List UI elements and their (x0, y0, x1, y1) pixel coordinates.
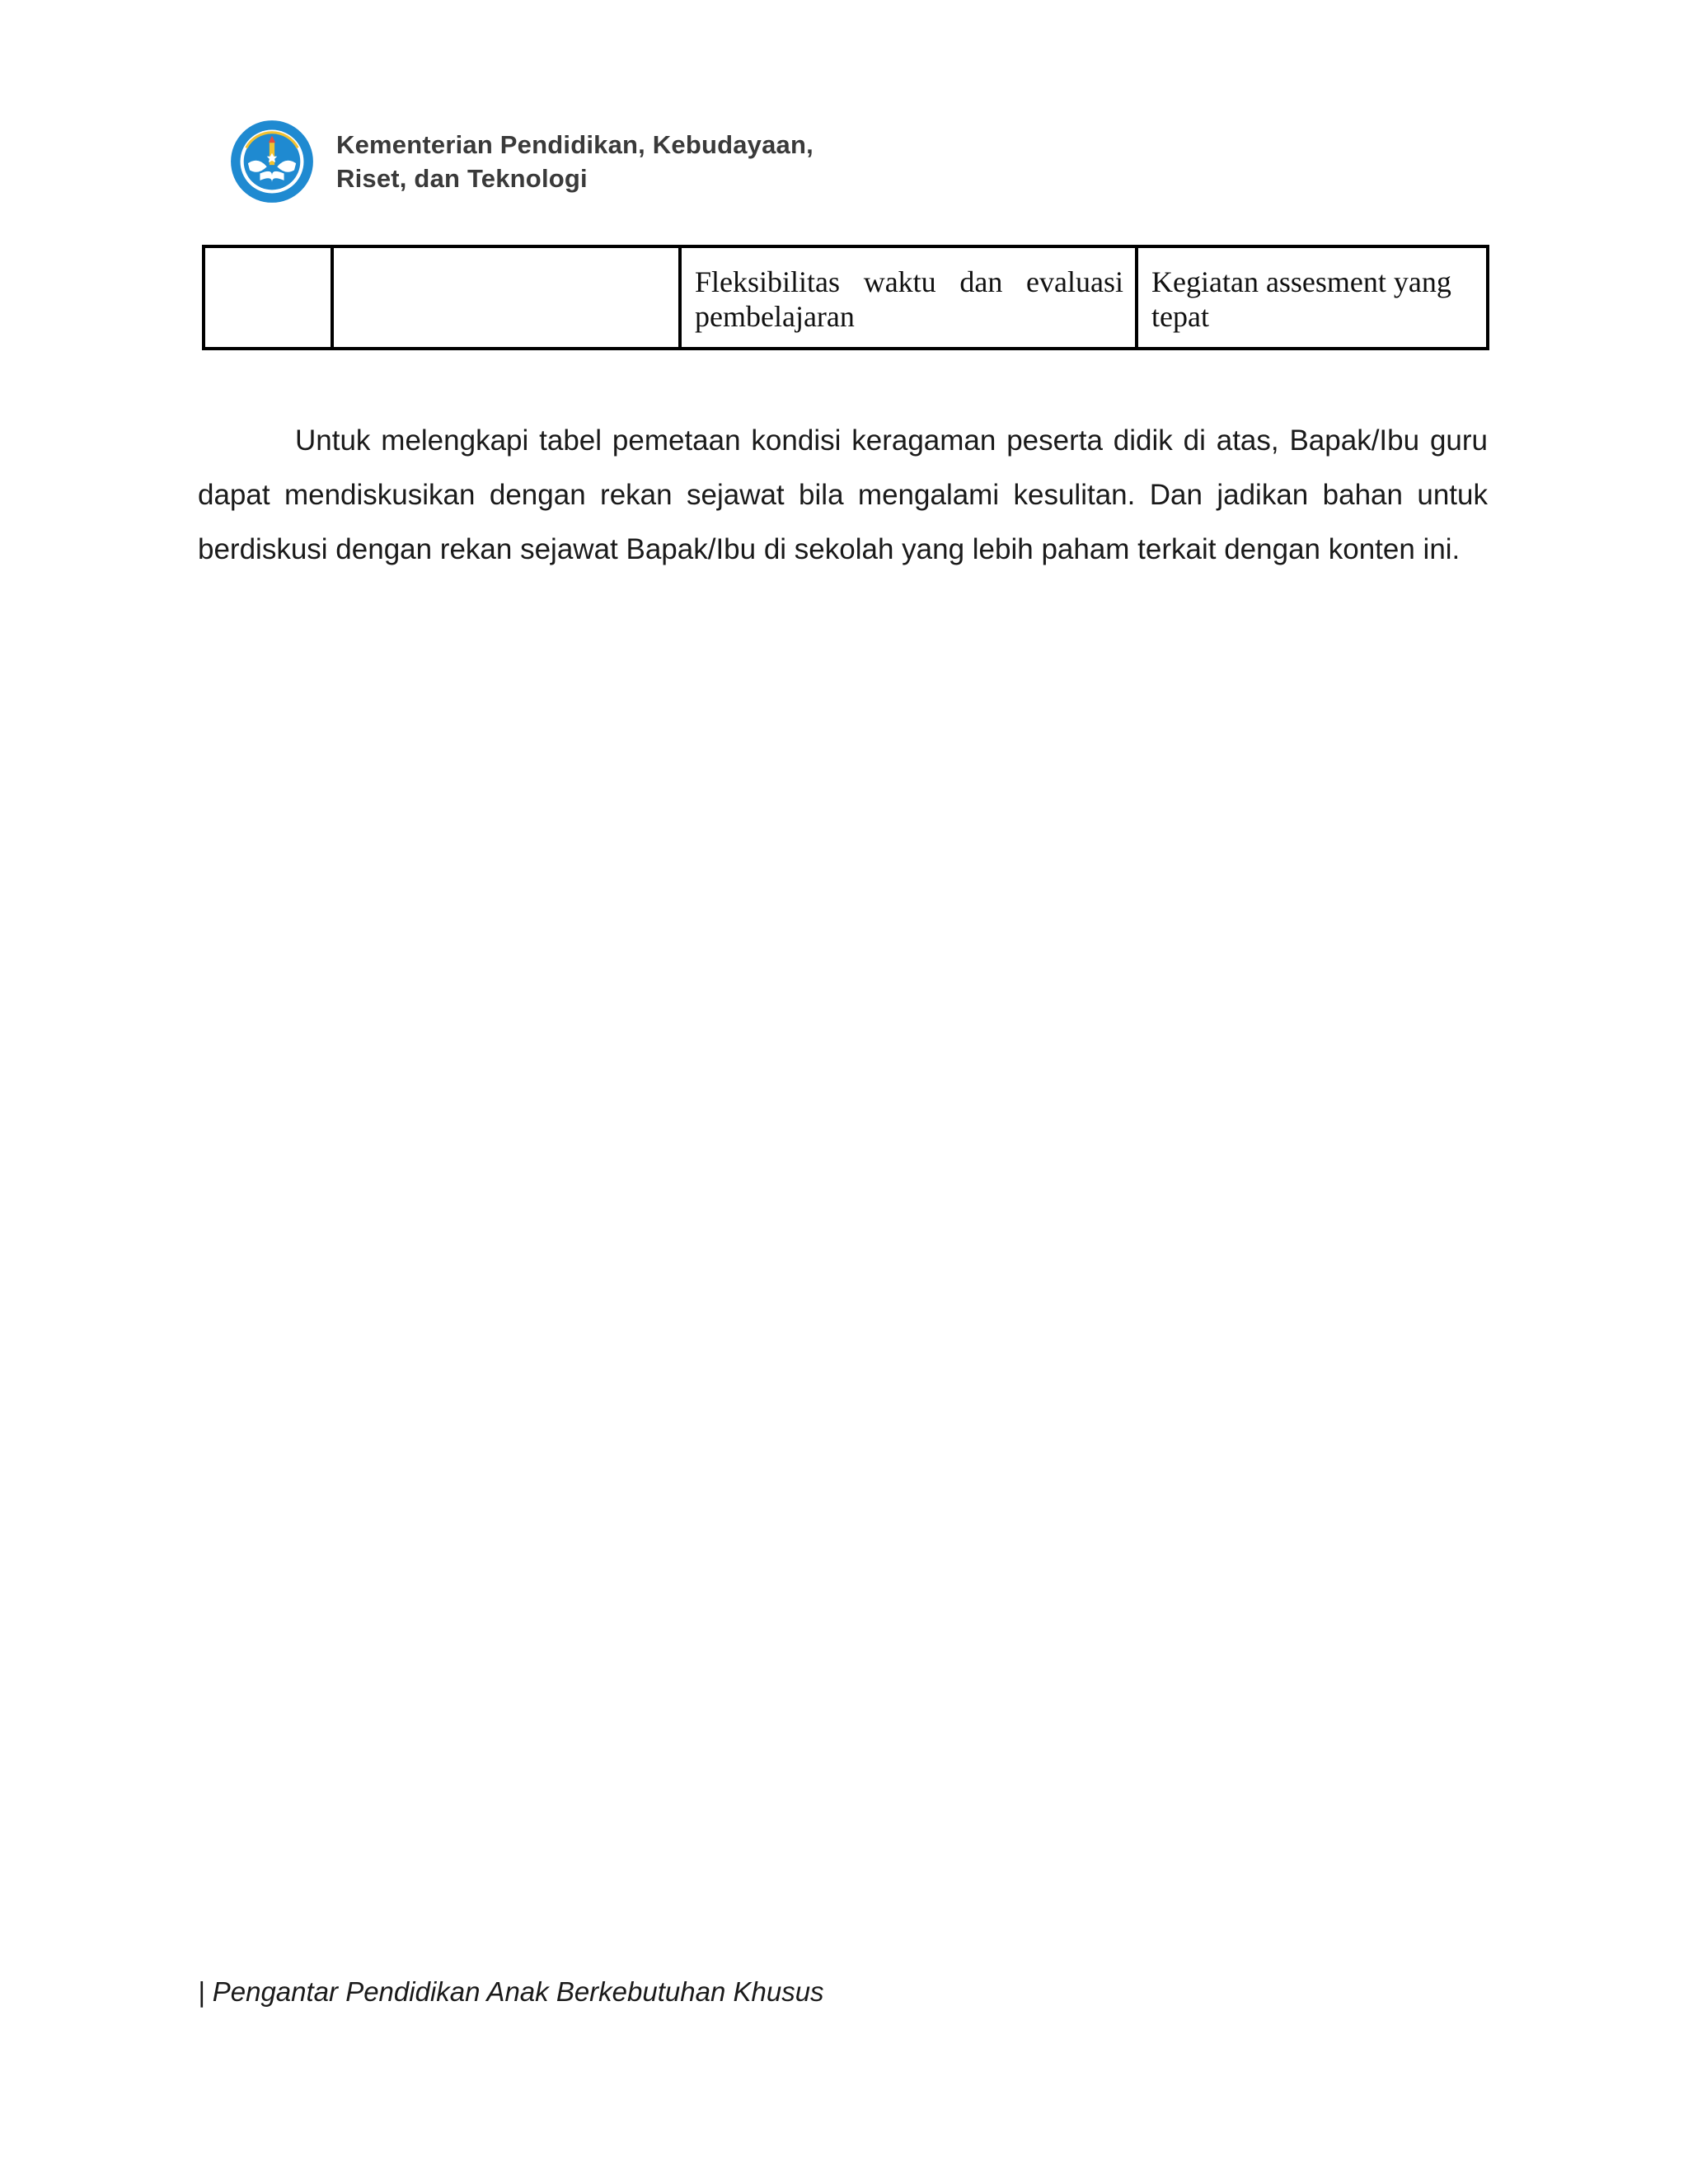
table-cell-4: Kegiatan assesment yang tepat (1137, 246, 1488, 349)
ministry-name-line1: Kementerian Pendidikan, Kebudayaan, (336, 130, 814, 159)
ministry-name (336, 128, 814, 195)
table-row (204, 246, 1488, 349)
body-paragraph: Untuk melengkapi tabel pemetaan kondisi keragaman peserta didik di atas, Bapak/Ibu guru dapat mendiskusikan dengan rekan sejawat bila mengalami kesulitan. Dan jadikan bahan untuk berdiskusi dengan rekan sejawat Bapak/Ibu di sekolah yang lebih paham terkait dengan konten ini. (198, 424, 1488, 565)
mapping-table-container (202, 245, 1489, 350)
kemdikbud-logo-icon (229, 119, 315, 204)
table-cell-3-text: Fleksibilitas waktu dan evaluasi pembelajaran (695, 265, 1123, 333)
page-footer: | Pengantar Pendidikan Anak Berkebutuhan Khusus (198, 1976, 824, 2007)
table-cell-2 (332, 246, 680, 349)
table-cell-1 (204, 246, 332, 349)
page-header (229, 115, 814, 208)
table-cell-3 (680, 246, 1137, 349)
mapping-table (202, 245, 1489, 350)
ministry-name-line2: Riset, dan Teknologi (336, 164, 588, 193)
